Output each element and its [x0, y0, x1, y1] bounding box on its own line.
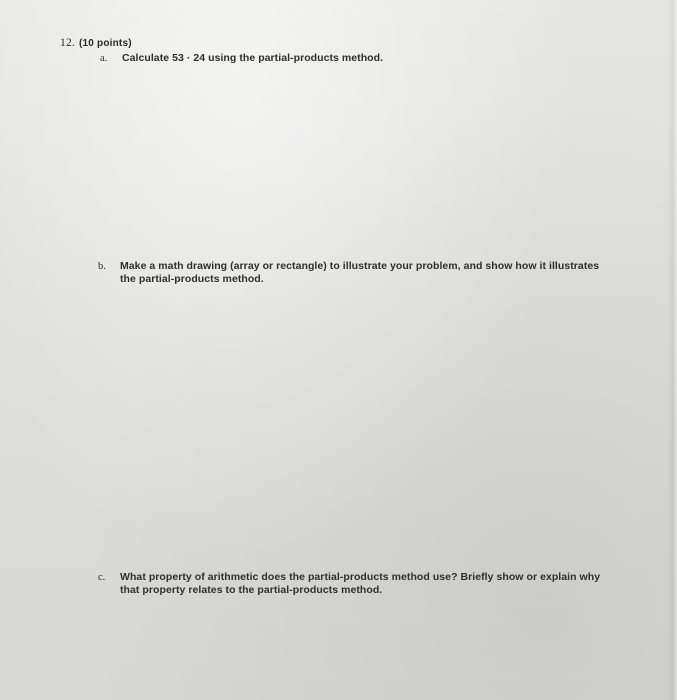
part-b-line-1: Make a math drawing (array or rectangle) to illustrate your problem, and show how it illustrates — [120, 260, 600, 272]
question-number: 12. — [60, 37, 75, 49]
part-a-line-1: Calculate 53 · 24 using the partial-products method. — [122, 52, 384, 64]
part-c-marker: c. — [98, 572, 106, 583]
part-a-text — [122, 52, 383, 65]
part-b-text — [120, 260, 599, 286]
part-b-marker: b. — [98, 261, 106, 272]
question-points: (10 points) — [78, 38, 132, 49]
paper-edge-shadow — [667, 0, 677, 700]
part-c-text — [120, 571, 600, 597]
question-header — [60, 37, 132, 49]
part-c-line-1: What property of arithmetic does the partial-products method use? Briefly show or explain why — [120, 571, 601, 583]
part-b-line-2: the partial-products method. — [120, 273, 264, 285]
part-a-marker: a. — [100, 53, 108, 64]
part-c-line-2: that property relates to the partial-products method. — [120, 584, 383, 596]
